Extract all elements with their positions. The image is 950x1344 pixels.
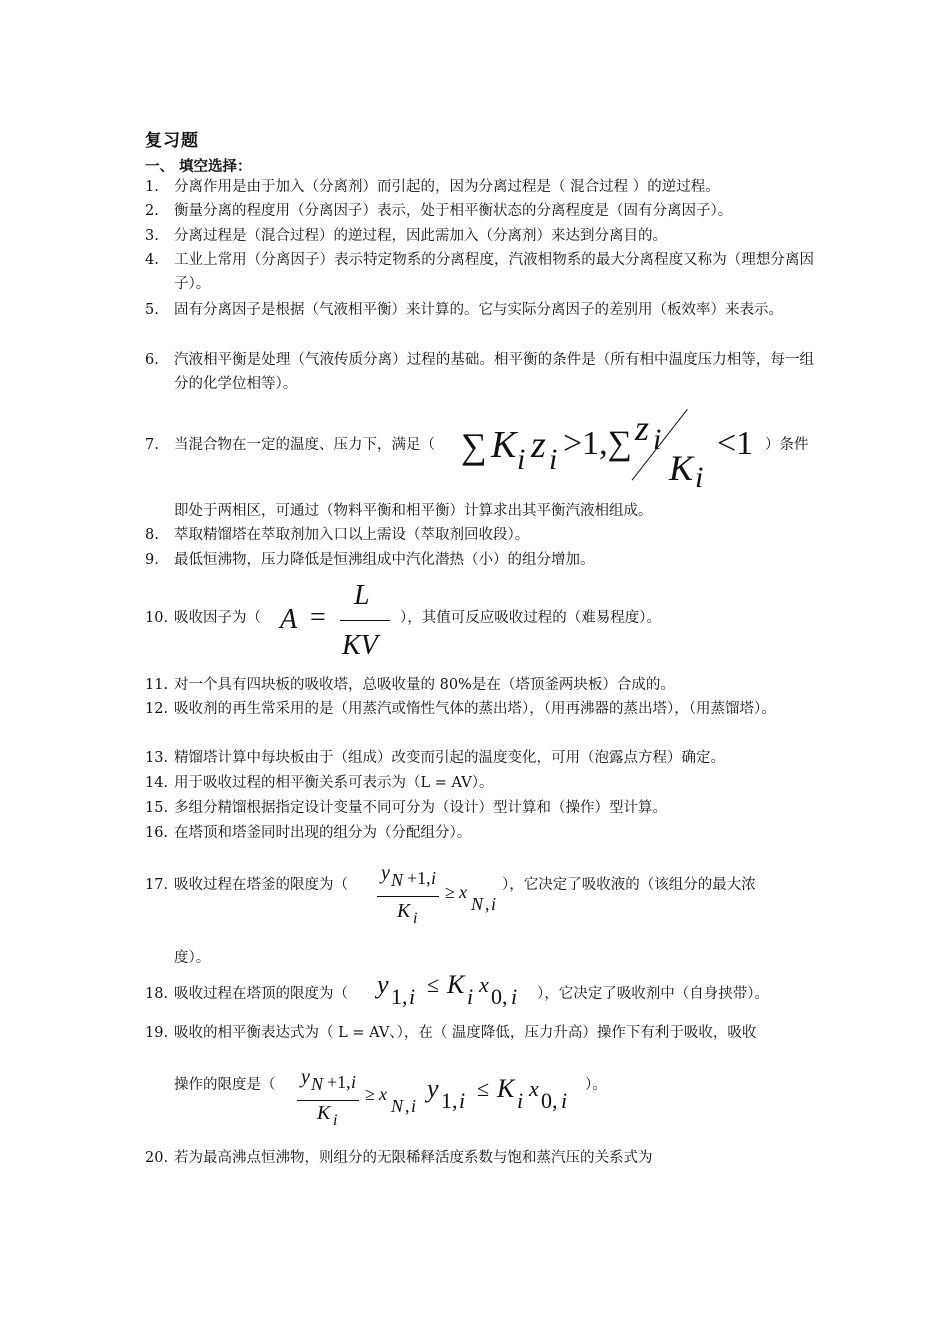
- question-text: 用于吸收过程的相平衡关系可表示为（L = AV）。: [174, 775, 494, 791]
- question-number: 17.: [145, 877, 169, 893]
- question-number: 4.: [145, 252, 159, 268]
- question-number: 11.: [145, 677, 169, 693]
- question-number: 12.: [145, 701, 169, 717]
- question-number: 1.: [145, 179, 159, 195]
- formula-bottom-limit: y N +1, i K i ≥ x N , i: [375, 860, 505, 935]
- page-title: 复习题: [145, 131, 199, 151]
- question-text: 吸收因子为（: [174, 610, 261, 626]
- question-number: 8.: [145, 527, 159, 543]
- question-number: 14.: [145, 775, 169, 791]
- question-text: 最低恒沸物，压力降低是恒沸组成中汽化潜热（小）的组分增加。: [174, 552, 595, 568]
- question-text: 分离过程是（混合过程）的逆过程，因此需加入（分离剂）来达到分离目的。: [174, 228, 667, 244]
- question-text: 吸收剂的再生常采用的是（用蒸汽或惰性气体的蒸出塔），（用再沸器的蒸出塔），（用蒸馏塔）。: [174, 701, 776, 717]
- question-text-tail: ），它决定了吸收剂中（自身挟带）。: [537, 986, 769, 1002]
- question-text: 分离作用是由于加入（分离剂）而引起的，因为分离过程是（ 混合过程 ）的逆过程。: [174, 179, 720, 195]
- question-number: 5.: [145, 302, 159, 318]
- question-text: 对一个具有四块板的吸收塔，总吸收量的 80%是在（塔顶釜两块板）合成的。: [174, 677, 675, 693]
- question-number: 20.: [145, 1150, 169, 1166]
- question-19-continuation-tail: ）。: [585, 1077, 607, 1093]
- question-text: 吸收过程在塔顶的限度为（: [174, 986, 348, 1002]
- question-number: 2.: [145, 203, 159, 219]
- question-text: 吸收的相平衡表达式为（ L = AV、），在（ 温度降低，压力升高）操作下有利于吸收，吸收: [174, 1025, 757, 1041]
- question-text-tail: ），它决定了吸收液的（该组分的最大浓: [502, 877, 756, 893]
- formula-two-phase-condition: ∑ K i z i >1,∑ z i K i <1: [461, 408, 754, 494]
- formula-top-limit: y 1, i ≤ K i x 0, i: [377, 970, 518, 1009]
- question-number: 16.: [145, 825, 169, 841]
- question-text-tail: ），其值可反应吸收过程的（难易程度）。: [400, 610, 661, 626]
- question-number: 19.: [145, 1025, 169, 1041]
- question-text: 工业上常用（分离因子）表示特定物系的分离程度，汽液相物系的最大分离程度又称为（理想分离因子）。: [174, 252, 814, 292]
- question-text-tail: ）条件: [765, 437, 809, 453]
- question-19-continuation: 操作的限度是（: [174, 1077, 276, 1093]
- question-text: 吸收过程在塔釜的限度为（: [174, 877, 348, 893]
- question-number: 15.: [145, 800, 169, 816]
- question-number: 13.: [145, 750, 169, 766]
- question-text: 汽液相平衡是处理（气液传质分离）过程的基础。相平衡的条件是（所有相中温度压力相等，每一组分的化学位相等）。: [174, 352, 814, 392]
- question-number: 3.: [145, 228, 159, 244]
- question-text: 多组分精馏根据指定设计变量不同可分为（设计）型计算和（操作）型计算。: [174, 800, 667, 816]
- question-number: 6.: [145, 352, 159, 368]
- question-7-continuation: 即处于两相区，可通过（物料平衡和相平衡）计算求出其平衡汽液相组成。: [174, 503, 653, 519]
- question-number: 7.: [145, 437, 159, 453]
- question-text: 固有分离因子是根据（气液相平衡）来计算的。它与实际分离因子的差别用（板效率）来表示。: [174, 302, 783, 318]
- question-number: 18.: [145, 986, 169, 1002]
- formula-operation-limit: y N +1, i K i ≥ x N , i y 1, i ≤ K i x 0, i: [295, 1064, 585, 1136]
- question-text: 萃取精馏塔在萃取剂加入口以上需设（萃取剂回收段）。: [174, 527, 530, 543]
- question-number: 9.: [145, 552, 159, 568]
- question-17-continuation: 度）。: [174, 950, 211, 966]
- formula-absorption-factor: A = L KV: [280, 580, 400, 670]
- question-text: 在塔顶和塔釜同时出现的组分为（分配组分）。: [174, 825, 472, 841]
- question-text: 衡量分离的程度用（分离因子）表示，处于相平衡状态的分离程度是（固有分离因子）。: [174, 203, 733, 219]
- question-text: 若为最高沸点恒沸物，则组分的无限稀释活度系数与饱和蒸汽压的关系式为: [174, 1150, 653, 1166]
- question-number: 10.: [145, 610, 169, 626]
- question-text: 精馏塔计算中每块板由于（组成）改变而引起的温度变化，可用（泡露点方程）确定。: [174, 750, 725, 766]
- section-heading: 一、 填空选择：: [145, 159, 252, 175]
- question-text: 当混合物在一定的温度、压力下，满足（: [174, 437, 435, 453]
